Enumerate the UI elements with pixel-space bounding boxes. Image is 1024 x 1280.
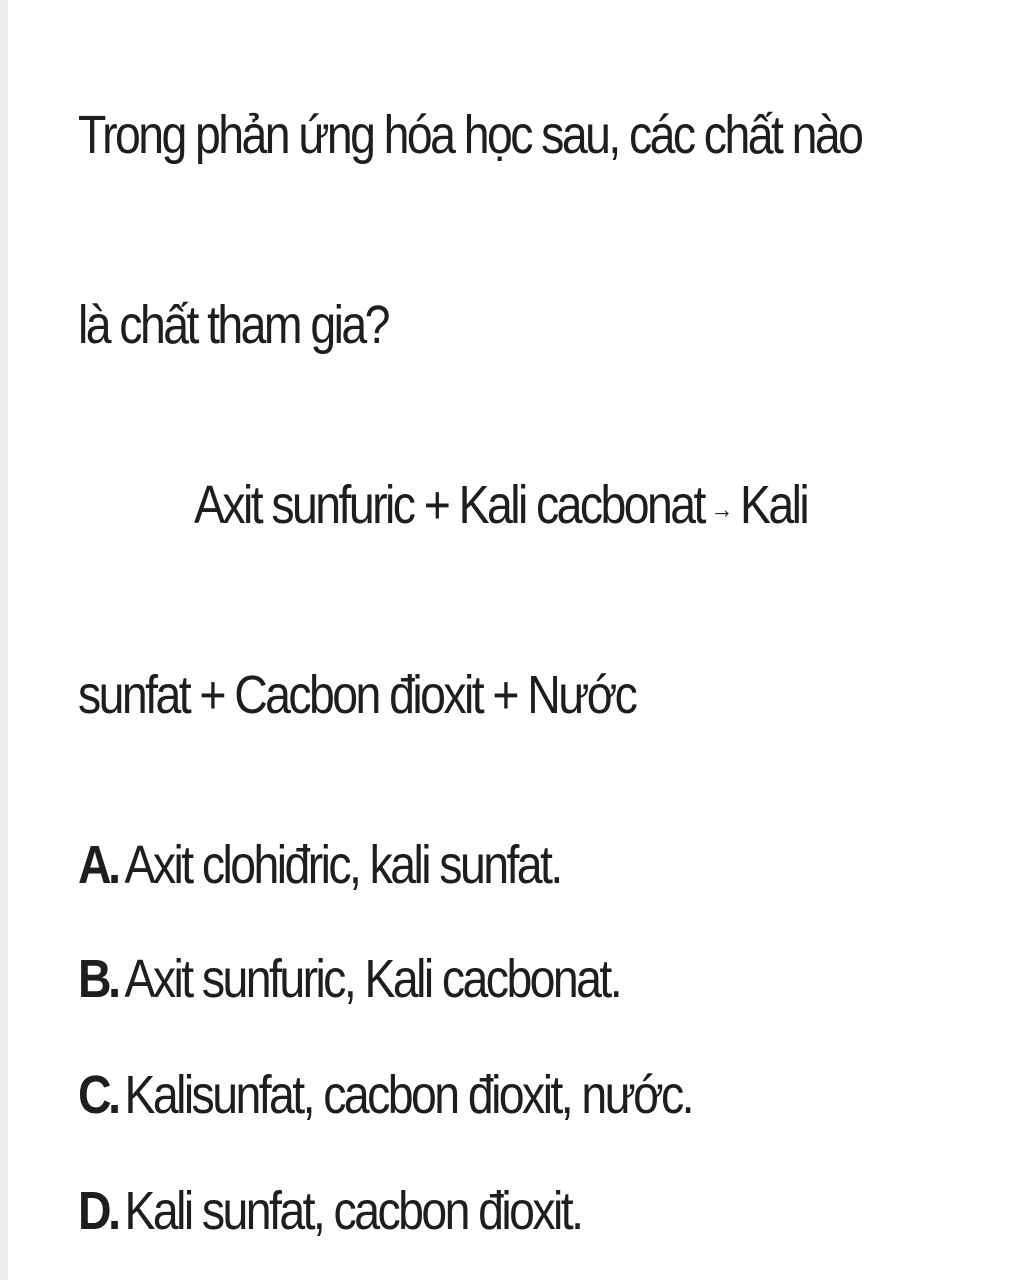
question-text-line-1: Trong phản ứng hóa học sau, các chất nào bbox=[78, 105, 862, 165]
answer-option-d[interactable] bbox=[78, 1181, 582, 1241]
left-border bbox=[0, 0, 8, 1280]
answer-option-c[interactable] bbox=[78, 1065, 692, 1125]
option-letter: D. bbox=[78, 1181, 118, 1241]
equation-line-2: sunfat + Cacbon đioxit + Nước bbox=[78, 665, 636, 725]
answer-option-a[interactable] bbox=[78, 835, 561, 895]
option-text: Axit sunfuric, Kali cacbonat. bbox=[124, 949, 621, 1009]
option-letter: C. bbox=[78, 1065, 118, 1125]
option-letter: B. bbox=[78, 949, 118, 1009]
option-text: Axit clohiđric, kali sunfat. bbox=[124, 835, 561, 895]
answer-option-b[interactable] bbox=[78, 949, 621, 1009]
option-text: Kalisunfat, cacbon đioxit, nước. bbox=[124, 1065, 692, 1125]
option-letter: A. bbox=[78, 835, 118, 895]
equation-product-start: Kali bbox=[739, 475, 808, 535]
question-text-line-2: là chất tham gia? bbox=[78, 295, 388, 355]
option-text: Kali sunfat, cacbon đioxit. bbox=[124, 1181, 582, 1241]
equation-line-1 bbox=[194, 475, 808, 535]
question-card bbox=[78, 0, 978, 1280]
equation-reactants: Axit sunfuric + Kali cacbonat bbox=[194, 475, 704, 535]
reaction-arrow-icon: → bbox=[710, 493, 734, 524]
